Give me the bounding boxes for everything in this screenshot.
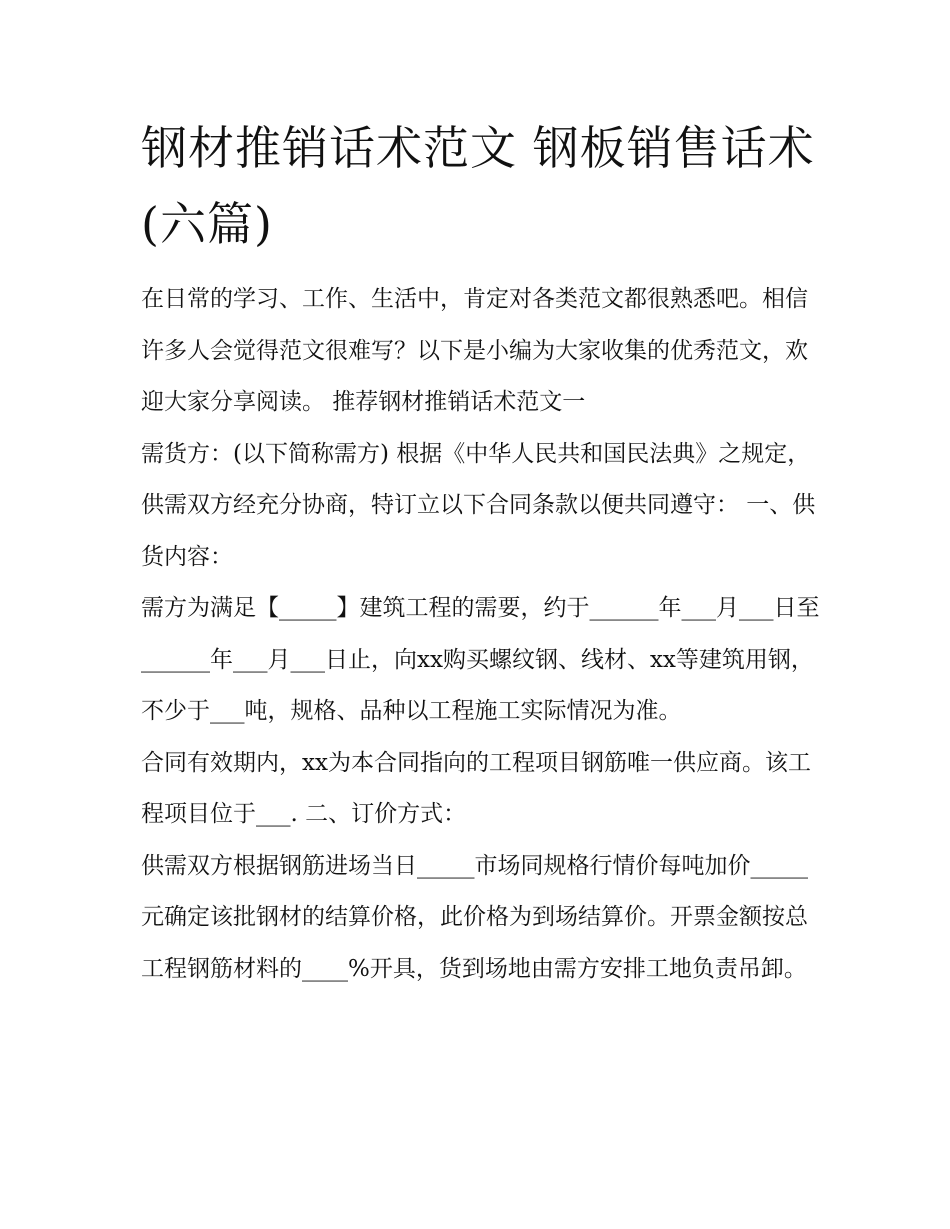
paragraph-pricing: 供需双方根据钢筋进场当日_____市场同规格行情价每吨加价_____元确定该批钢材的结算价格，此价格为到场结算价。开票金额按总工程钢筋材料的____%开具，货到场地由需方安排工地负责吊卸。: [141, 852, 808, 982]
document-page: [141, 110, 821, 995]
paragraph-parties: 需货方：(以下简称需方) 根据《中华人民共和国民法典》之规定，供需双方经充分协商，特订立以下合同条款以便共同遵守： 一、供货内容：: [141, 440, 816, 570]
paragraph-supply-content: 需方为满足【_____】建筑工程的需要，约于______年___月___日至______年___月___日止，向xx购买螺纹钢、线材、xx等建筑用钢，不少于___吨，规格、品种以工程施工实际情况为准。: [141, 595, 820, 724]
paragraph-validity: 合同有效期内，xx为本合同指向的工程项目钢筋唯一供应商。该工程项目位于___. 二、订价方式：: [141, 749, 811, 827]
paragraph-intro: 在日常的学习、工作、生活中，肯定对各类范文都很熟悉吧。相信许多人会觉得范文很难写？以下是小编为大家收集的优秀范文，欢迎大家分享阅读。 推荐钢材推销话术范文一: [141, 286, 808, 415]
document-body: [141, 274, 821, 995]
document-title: 钢材推销话术范文 钢板销售话术(六篇): [141, 121, 815, 251]
